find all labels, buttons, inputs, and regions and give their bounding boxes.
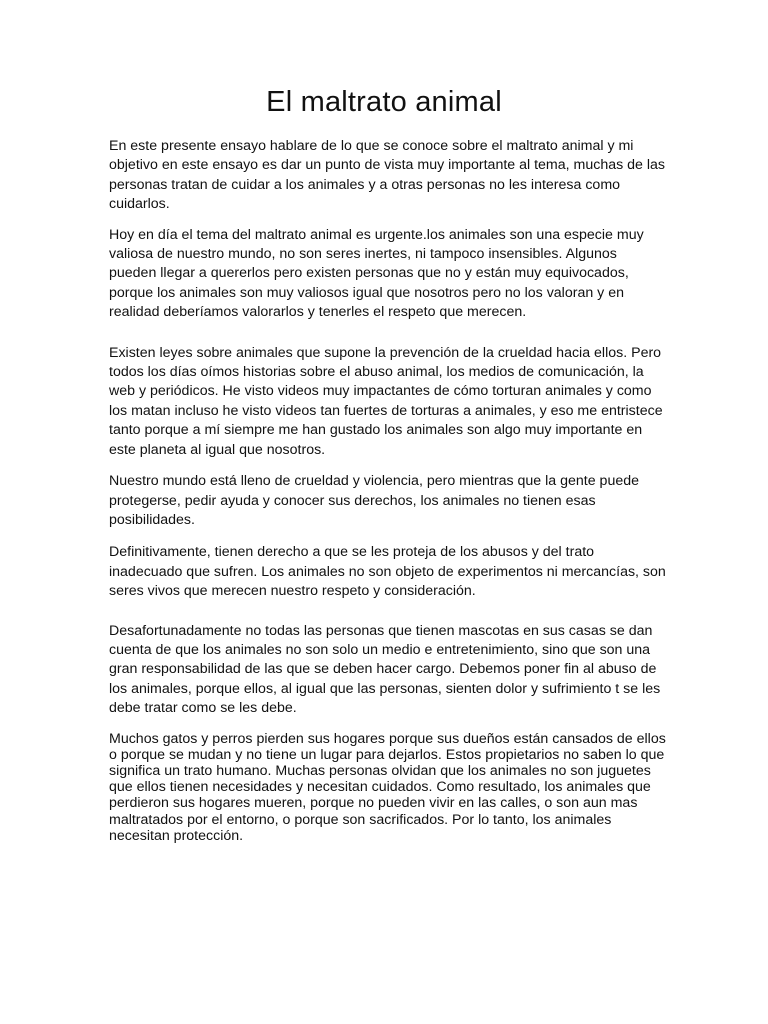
- paragraph-6: Desafortunadamente no todas las personas que tienen mascotas en sus casas se dan cuenta de que los animales no son solo un medio e entretenimiento, sino que son una gran responsabilidad de las que se deben hacer cargo. Debemos poner fin al abuso de los animales, porque ellos, al igual que las personas, sienten dolor y sufrimiento t se les debe tratar como se les debe.: [109, 622, 661, 717]
- paragraph-4: Nuestro mundo está lleno de crueldad y violencia, pero mientras que la gente puede protegerse, pedir ayuda y conocer sus derechos, los animales no tienen esas posibilidades.: [109, 473, 640, 528]
- document-body: [109, 137, 667, 844]
- paragraph-5: Definitivamente, tienen derecho a que se les proteja de los abusos y del trato inadecuado que sufren. Los animales no son objeto de experimentos ni mercancías, son seres vivos que merecen nuestro respeto y consideración.: [109, 544, 666, 600]
- paragraph-7: Muchos gatos y perros pierden sus hogares porque sus dueños están cansados de ellos o porque se mudan y no tiene un lugar para dejarlos. Estos propietarios no saben lo que significa un trato humano. Muchas personas olvidan que los animales no son juguetes que ellos tienen necesidades y necesitan cuidados. Como resultado, los animales que perdieron sus hogares mueren, porque no pueden vivir en las calles, o son aun mas maltratados por el entorno, o porque son sacrificados. Por lo tanto, los animales necesitan protección.: [109, 730, 666, 844]
- paragraph-3: Existen leyes sobre animales que supone la prevención de la crueldad hacia ellos. Pero todos los días oímos historias sobre el abuso animal, los medios de comunicación, la web y periódicos. He visto videos muy impactantes de cómo torturan animales y como los matan incluso he visto videos tan fuertes de torturas a animales, y eso me entristece tanto porque a mí siempre me han gustado los animales son algo muy importante en este planeta al igual que nosotros.: [109, 344, 663, 458]
- paragraph-2: Hoy en día el tema del maltrato animal es urgente.los animales son una especie muy valiosa de nuestro mundo, no son seres inertes, ni tampoco insensibles. Algunos pueden llegar a quererlos pero existen personas que no y están muy equivocados, porque los animales son muy valiosos igual que nosotros pero no los valoran y en realidad deberíamos valorarlos y tenerles el respeto que merecen.: [109, 226, 644, 321]
- document-title: El maltrato animal: [266, 86, 502, 118]
- paragraph-1: En este presente ensayo hablare de lo que se conoce sobre el maltrato animal y mi objetivo en este ensayo es dar un punto de vista muy importante al tema, muchas de las personas tratan de cuidar a los animales y a otras personas no les interesa como cuidarlos.: [109, 138, 665, 213]
